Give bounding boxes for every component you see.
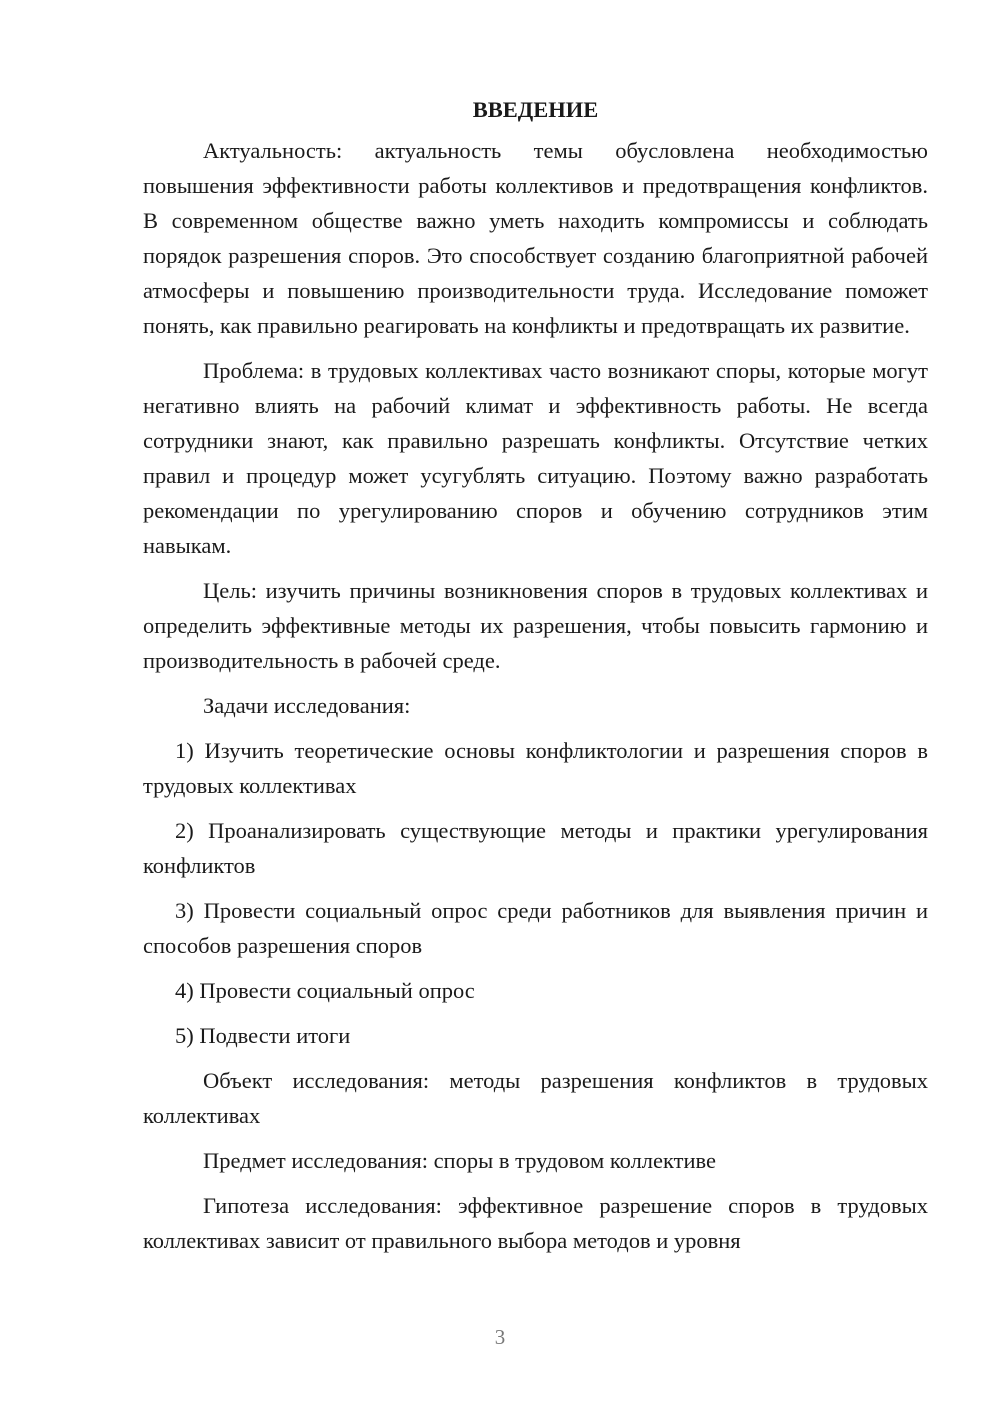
section-title: ВВЕДЕНИЕ [472, 97, 599, 122]
paragraph-hypothesis: Гипотеза исследования: эффективное разрешение споров в трудовых коллективах зависит от правильного выбора методов и уровня [143, 1193, 928, 1253]
page-content [143, 92, 928, 1258]
paragraph-problem: Проблема: в трудовых коллективах часто возникают споры, которые могут негативно влиять на рабочий климат и эффективность работы. Не всегда сотрудники знают, как правильно разрешать конфликты. Отсутствие четких правил и процедур может усугублять ситуацию. Поэтому важно разработать рекомендации по урегулированию споров и обучению сотрудников этим навыкам. [143, 358, 928, 558]
paragraph-relevance: Актуальность: актуальность темы обусловлена необходимостью повышения эффективности работы коллективов и предотвращения конфликтов. В современном обществе важно уметь находить компромиссы и соблюдать порядок разрешения споров. Это способствует созданию благоприятной рабочей атмосферы и повышению производительности труда. Исследование поможет понять, как правильно реагировать на конфликты и предотвращать их развитие. [143, 138, 928, 338]
page-number: 3 [494, 1325, 506, 1349]
task-item-2: 2) Проанализировать существующие методы и практики урегулирования конфликтов [143, 818, 928, 878]
paragraph-object: Объект исследования: методы разрешения конфликтов в трудовых коллективах [143, 1068, 928, 1128]
paragraph-goal: Цель: изучить причины возникновения споров в трудовых коллективах и определить эффективные методы их разрешения, чтобы повысить гармонию и производительность в рабочей среде. [143, 578, 928, 673]
task-item-3: 3) Провести социальный опрос среди работников для выявления причин и способов разрешения споров [143, 898, 928, 958]
task-item-1: 1) Изучить теоретические основы конфликтологии и разрешения споров в трудовых коллективах [143, 738, 928, 798]
task-item-5: 5) Подвести итоги [175, 1023, 351, 1048]
paragraph-subject: Предмет исследования: споры в трудовом коллективе [203, 1148, 717, 1173]
tasks-heading: Задачи исследования: [203, 693, 411, 718]
task-item-4: 4) Провести социальный опрос [175, 978, 475, 1003]
